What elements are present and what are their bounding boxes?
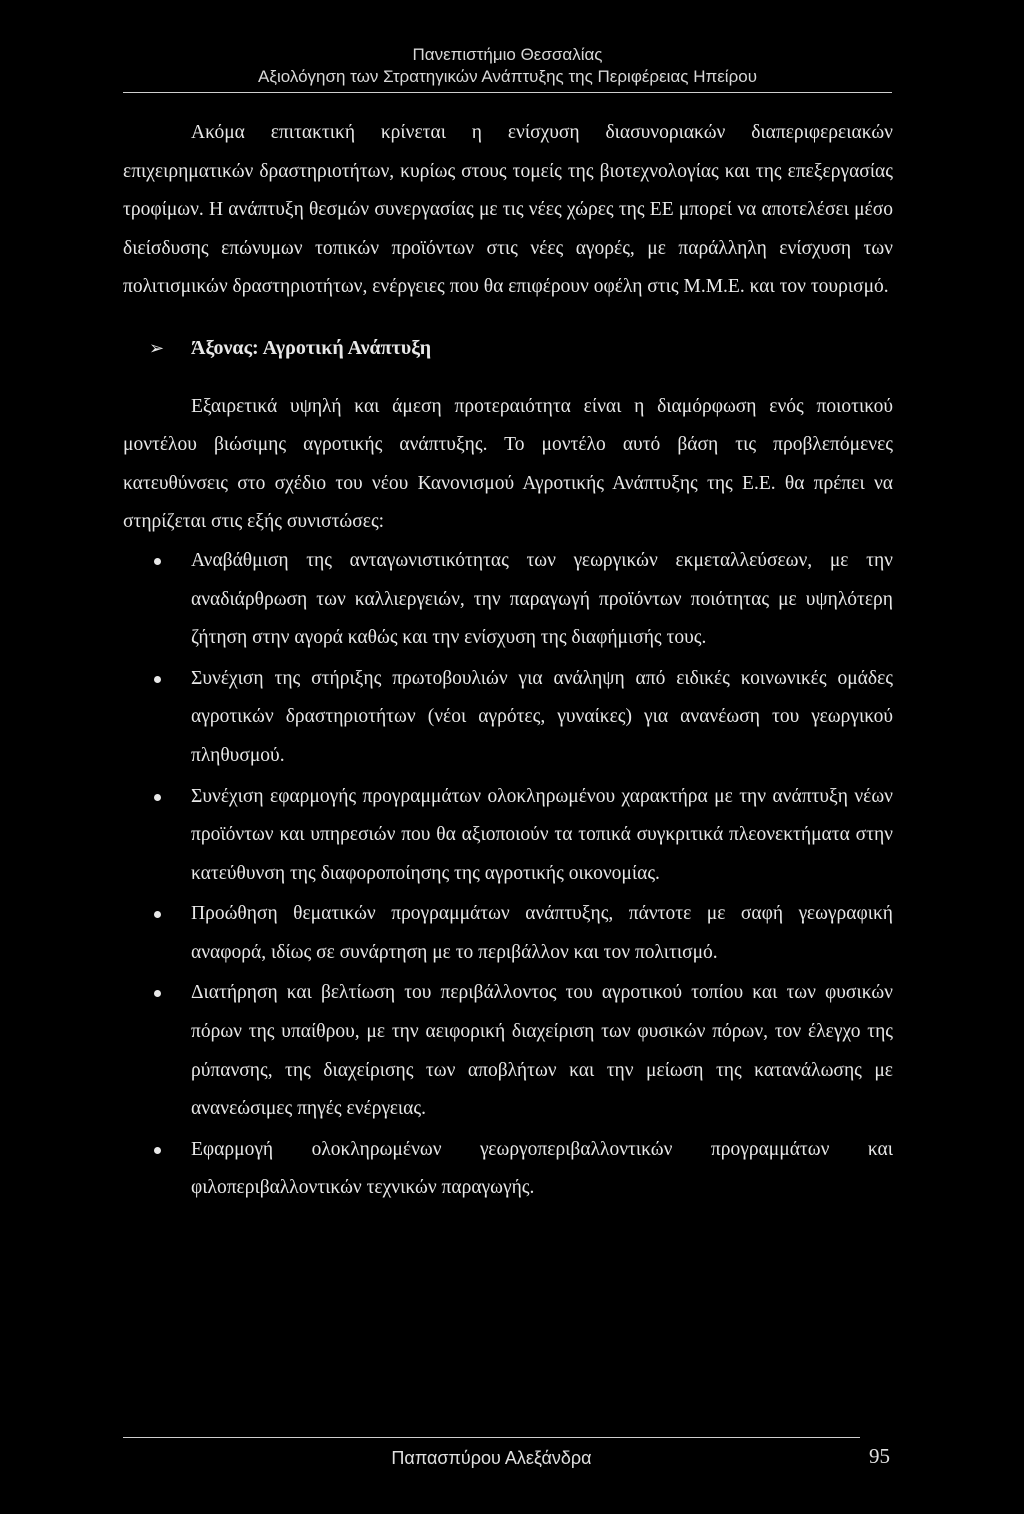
bullet-icon [154, 1147, 161, 1154]
section-heading [123, 329, 893, 368]
header-divider [123, 92, 892, 93]
page-header [123, 44, 892, 88]
list-item-text: Αναβάθμιση της ανταγωνιστικότητας των γεωργικών εκμεταλλεύσεων, με την αναδιάρθρωση των καλλιεργειών, την παραγωγή προϊόντων ποιότητας με υψηλότερη ζήτηση στην αγορά καθώς και την ενίσχυση της διαφήμισής τους. [191, 549, 893, 649]
arrow-bullet-icon: ➢ [149, 337, 165, 358]
bullet-icon [154, 990, 161, 997]
list-item [123, 660, 893, 776]
list-item [123, 895, 893, 972]
list-item [123, 542, 893, 658]
footer-divider [123, 1437, 860, 1438]
component-list [123, 542, 893, 1208]
header-university: Πανεπιστήμιο Θεσσαλίας [412, 45, 603, 64]
footer-author: Παπασπύρου Αλεξάνδρα [391, 1448, 592, 1468]
list-item-text: Διατήρηση και βελτίωση του περιβάλλοντος του αγροτικού τοπίου και των φυσικών πόρων της υπαίθρου, με την αειφορική διαχείριση των φυσικών πόρων, τον έλεγχο της ρύπανσης, της διαχείρισης των αποβλήτων και την μείωση της κατανάλωσης με ανανεώσιμες πηγές ενέργειας. [191, 982, 893, 1120]
list-item-text: Συνέχιση της στήριξης πρωτοβουλιών για ανάληψη από ειδικές κοινωνικές ομάδες αγροτικών δραστηριοτήτων (νέοι αγρότες, γυναίκες) για ανανέωση του γεωργικού πληθυσμού. [191, 667, 893, 766]
section-heading-text: Άξονας: Αγροτική Ανάπτυξη [191, 336, 432, 359]
header-thesis-title: Αξιολόγηση των Στρατηγικών Ανάπτυξης της Περιφέρειας Ηπείρου [258, 67, 757, 86]
list-item-text: Προώθηση θεματικών προγραμμάτων ανάπτυξης, πάντοτε με σαφή γεωγραφική αναφορά, ιδίως σε συνάρτηση με το περιβάλλον και τον πολιτισμό. [191, 903, 893, 963]
list-item [123, 974, 893, 1128]
list-item [123, 1131, 893, 1208]
page-number: 95 [869, 1444, 890, 1468]
page-body [123, 114, 893, 1210]
list-item-text: Συνέχιση εφαρμογής προγραμμάτων ολοκληρωμένου χαρακτήρα με την ανάπτυξη νέων προϊόντων και υπηρεσιών που θα αξιοποιούν τα τοπικά συγκριτικά πλεονεκτήματα στην κατεύθυνση της διαφοροποίησης της αγροτικής οικονομίας. [191, 785, 893, 884]
bullet-icon [154, 911, 161, 918]
bullet-icon [154, 676, 161, 683]
list-item-text: Εφαρμογή ολοκληρωμένων γεωργοπεριβαλλοντικών προγραμμάτων και φιλοπεριβαλλοντικών τεχνικών παραγωγής. [191, 1138, 893, 1199]
list-item [123, 778, 893, 894]
bullet-icon [154, 794, 161, 801]
bullet-icon [154, 558, 161, 565]
intro-paragraph: Ακόμα επιτακτική κρίνεται η ενίσχυση διασυνοριακών διαπεριφερειακών επιχειρηματικών δραστηριοτήτων, κυρίως στους τομείς της βιοτεχνολογίας και της επεξεργασίας τροφίμων. Η ανάπτυξη θεσμών συνεργασίας με τις νέες χώρες της ΕΕ μπορεί να αποτελέσει μέσο διείσδυσης επώνυμων τοπικών προϊόντων στις νέες αγορές, με παράλληλη ενίσχυση των πολιτισμικών δραστηριοτήτων, ενέργειες που θα επιφέρουν οφέλη στις Μ.Μ.Ε. και τον τουρισμό. [123, 122, 893, 298]
section-paragraph: Εξαιρετικά υψηλή και άμεση προτεραιότητα είναι η διαμόρφωση ενός ποιοτικού μοντέλου βιώσιμης αγροτικής ανάπτυξης. Το μοντέλο αυτό βάση τις προβλεπόμενες κατευθύνσεις στο σχέδιο του νέου Κανονισμού Αγροτικής Ανάπτυξης της Ε.Ε. θα πρέπει να στηρίζεται στις εξής συνιστώσες: [123, 395, 893, 533]
